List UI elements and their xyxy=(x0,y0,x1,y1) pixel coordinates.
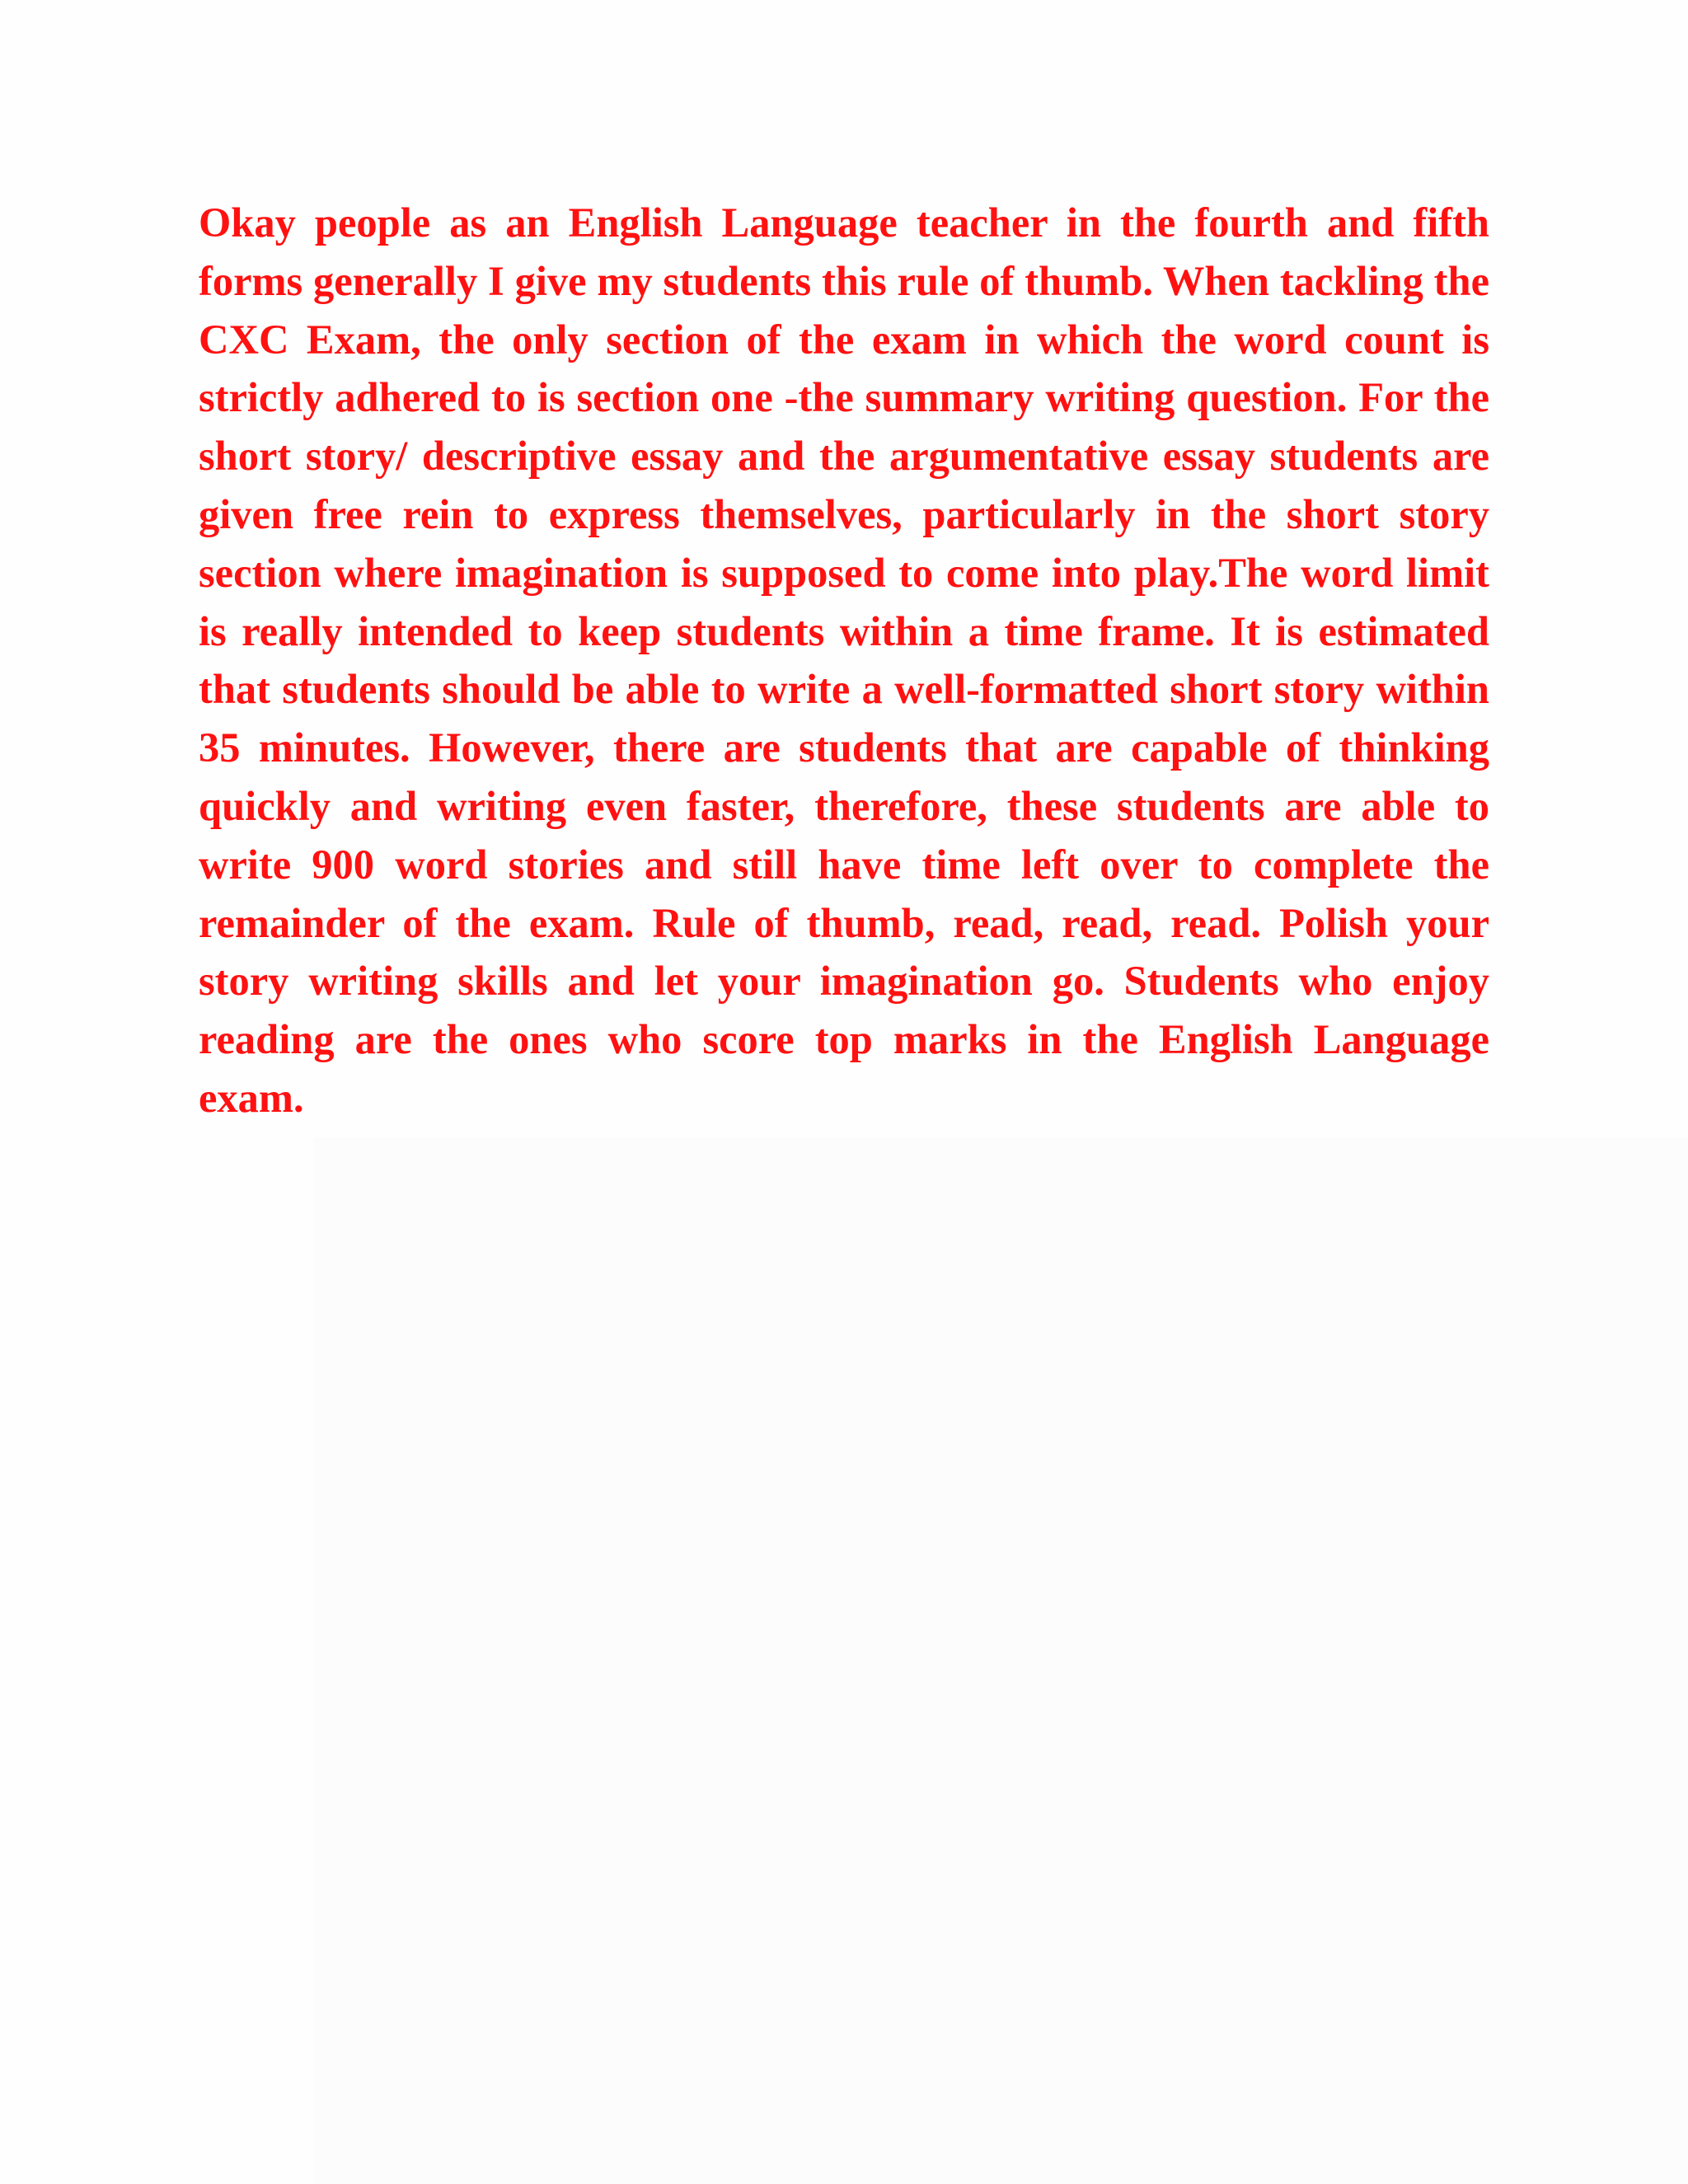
body-paragraph: Okay people as an English Language teacher in the fourth and fifth forms generally I give my students this rule of thumb. When tackling the CXC Exam, the only section of the exam in which the word count is strictly adhered to is section one -the summary writing question. For the short story/ descriptive essay and the argumentative essay students are given free rein to express themselves, particularly in the short story section where imagination is supposed to come into play.The word limit is really intended to keep students within a time frame. It is estimated that students should be able to write a well-formatted short story within 35 minutes. However, there are students that are capable of thinking quickly and writing even faster, therefore, these students are able to write 900 word stories and still have time left over to complete the remainder of the exam. Rule of thumb, read, read, read. Polish your story writing skills and let your imagination go. Students who enjoy reading are the ones who score top marks in the English Language exam. xyxy=(199,199,1489,1121)
page-background-shade xyxy=(313,1137,1688,2184)
